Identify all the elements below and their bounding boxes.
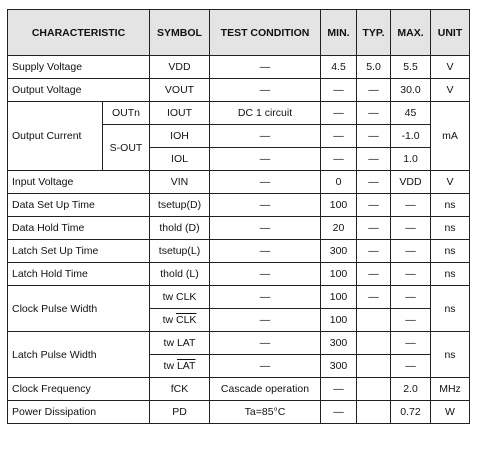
- max-cell: VDD: [391, 171, 431, 194]
- typ-cell: —: [357, 148, 391, 171]
- header-characteristic: CHARACTERISTIC: [8, 10, 150, 56]
- typ-cell: —: [357, 194, 391, 217]
- unit-cell: ns: [431, 194, 470, 217]
- characteristic-cell: Data Set Up Time: [8, 194, 150, 217]
- typ-cell: [357, 378, 391, 401]
- condition-cell: Cascade operation: [210, 378, 321, 401]
- characteristic-cell: Input Voltage: [8, 171, 150, 194]
- table-row: [8, 401, 470, 424]
- max-cell: 0.72: [391, 401, 431, 424]
- header-max: MAX.: [391, 10, 431, 56]
- max-cell: 30.0: [391, 79, 431, 102]
- max-cell: 45: [391, 102, 431, 125]
- symbol-cell: PD: [150, 401, 210, 424]
- table-row: [8, 56, 470, 79]
- min-cell: —: [321, 79, 357, 102]
- typ-cell: —: [357, 217, 391, 240]
- min-cell: 100: [321, 194, 357, 217]
- symbol-cell: tsetup(L): [150, 240, 210, 263]
- table-row: [8, 263, 470, 286]
- symbol-cell: IOH: [150, 125, 210, 148]
- unit-cell: ns: [431, 263, 470, 286]
- min-cell: —: [321, 102, 357, 125]
- unit-cell: ns: [431, 240, 470, 263]
- typ-cell: —: [357, 171, 391, 194]
- typ-cell: —: [357, 125, 391, 148]
- condition-cell: Ta=85°C: [210, 401, 321, 424]
- typ-cell: —: [357, 79, 391, 102]
- header-symbol: SYMBOL: [150, 10, 210, 56]
- min-cell: —: [321, 125, 357, 148]
- table-row: [8, 240, 470, 263]
- symbol-cell: IOUT: [150, 102, 210, 125]
- symbol-prefix: tw: [163, 360, 175, 372]
- condition-cell: —: [210, 332, 321, 355]
- unit-cell: ns: [431, 286, 470, 332]
- header-test-condition: TEST CONDITION: [210, 10, 321, 56]
- symbol-cell: VIN: [150, 171, 210, 194]
- condition-cell: —: [210, 217, 321, 240]
- min-cell: —: [321, 401, 357, 424]
- electrical-characteristics-table: [7, 9, 470, 424]
- table-row: [8, 194, 470, 217]
- symbol-prefix: tw: [162, 291, 174, 303]
- condition-cell: —: [210, 240, 321, 263]
- unit-cell: mA: [431, 102, 470, 171]
- symbol-cell: [150, 332, 210, 355]
- min-cell: 100: [321, 309, 357, 332]
- symbol-cell: VOUT: [150, 79, 210, 102]
- min-cell: —: [321, 378, 357, 401]
- max-cell: —: [391, 240, 431, 263]
- symbol-cell: tsetup(D): [150, 194, 210, 217]
- typ-cell: —: [357, 263, 391, 286]
- symbol-signal-inverted: $\overline{LAT}$: [176, 360, 196, 372]
- min-cell: 100: [321, 263, 357, 286]
- unit-cell: ns: [431, 332, 470, 378]
- max-cell: —: [391, 194, 431, 217]
- symbol-prefix: tw: [162, 314, 174, 326]
- max-cell: —: [391, 309, 431, 332]
- symbol-prefix: tw: [163, 337, 175, 349]
- min-cell: —: [321, 148, 357, 171]
- min-cell: 4.5: [321, 56, 357, 79]
- condition-cell: —: [210, 263, 321, 286]
- max-cell: 2.0: [391, 378, 431, 401]
- condition-cell: —: [210, 194, 321, 217]
- min-cell: 300: [321, 332, 357, 355]
- characteristic-cell: Output Voltage: [8, 79, 150, 102]
- unit-cell: ns: [431, 217, 470, 240]
- max-cell: —: [391, 286, 431, 309]
- unit-cell: V: [431, 56, 470, 79]
- symbol-signal: LAT: [176, 337, 196, 349]
- table-row: [8, 332, 470, 355]
- typ-cell: [357, 332, 391, 355]
- symbol-cell: VDD: [150, 56, 210, 79]
- typ-cell: —: [357, 102, 391, 125]
- typ-cell: 5.0: [357, 56, 391, 79]
- min-cell: 300: [321, 240, 357, 263]
- typ-cell: [357, 355, 391, 378]
- typ-cell: [357, 401, 391, 424]
- header-row: [8, 10, 470, 56]
- condition-cell: —: [210, 125, 321, 148]
- condition-cell: —: [210, 286, 321, 309]
- header-typ: TYP.: [357, 10, 391, 56]
- characteristic-cell: Latch Pulse Width: [8, 332, 150, 378]
- table-row: [8, 79, 470, 102]
- symbol-cell: [150, 286, 210, 309]
- table-row: [8, 378, 470, 401]
- condition-cell: DC 1 circuit: [210, 102, 321, 125]
- min-cell: 300: [321, 355, 357, 378]
- header-min: MIN.: [321, 10, 357, 56]
- symbol-signal: CLK: [175, 291, 197, 303]
- characteristic-cell: Output Current: [8, 102, 103, 171]
- unit-cell: W: [431, 401, 470, 424]
- unit-cell: V: [431, 79, 470, 102]
- table-row: [8, 171, 470, 194]
- characteristic-cell: Latch Set Up Time: [8, 240, 150, 263]
- symbol-cell: thold (D): [150, 217, 210, 240]
- condition-cell: —: [210, 171, 321, 194]
- condition-cell: —: [210, 56, 321, 79]
- max-cell: —: [391, 217, 431, 240]
- symbol-cell: fCK: [150, 378, 210, 401]
- condition-cell: —: [210, 355, 321, 378]
- unit-cell: MHz: [431, 378, 470, 401]
- min-cell: 0: [321, 171, 357, 194]
- table-row: [8, 217, 470, 240]
- characteristic-cell: Supply Voltage: [8, 56, 150, 79]
- max-cell: —: [391, 355, 431, 378]
- max-cell: 5.5: [391, 56, 431, 79]
- typ-cell: [357, 309, 391, 332]
- min-cell: 100: [321, 286, 357, 309]
- max-cell: -1.0: [391, 125, 431, 148]
- table-row: [8, 102, 470, 125]
- typ-cell: —: [357, 240, 391, 263]
- max-cell: 1.0: [391, 148, 431, 171]
- min-cell: 20: [321, 217, 357, 240]
- symbol-cell: [150, 355, 210, 378]
- symbol-signal-inverted: $\overline{CLK}$: [175, 314, 197, 326]
- sub-characteristic-cell: OUTn: [103, 102, 150, 125]
- condition-cell: —: [210, 148, 321, 171]
- characteristic-cell: Latch Hold Time: [8, 263, 150, 286]
- symbol-cell: [150, 309, 210, 332]
- characteristic-cell: Data Hold Time: [8, 217, 150, 240]
- max-cell: —: [391, 332, 431, 355]
- unit-cell: V: [431, 171, 470, 194]
- condition-cell: —: [210, 309, 321, 332]
- table-row: [8, 286, 470, 309]
- characteristic-cell: Clock Frequency: [8, 378, 150, 401]
- max-cell: —: [391, 263, 431, 286]
- typ-cell: —: [357, 286, 391, 309]
- symbol-cell: IOL: [150, 148, 210, 171]
- symbol-cell: thold (L): [150, 263, 210, 286]
- characteristic-cell: Power Dissipation: [8, 401, 150, 424]
- sub-characteristic-cell: S-OUT: [103, 125, 150, 171]
- condition-cell: —: [210, 79, 321, 102]
- characteristic-cell: Clock Pulse Width: [8, 286, 150, 332]
- header-unit: UNIT: [431, 10, 470, 56]
